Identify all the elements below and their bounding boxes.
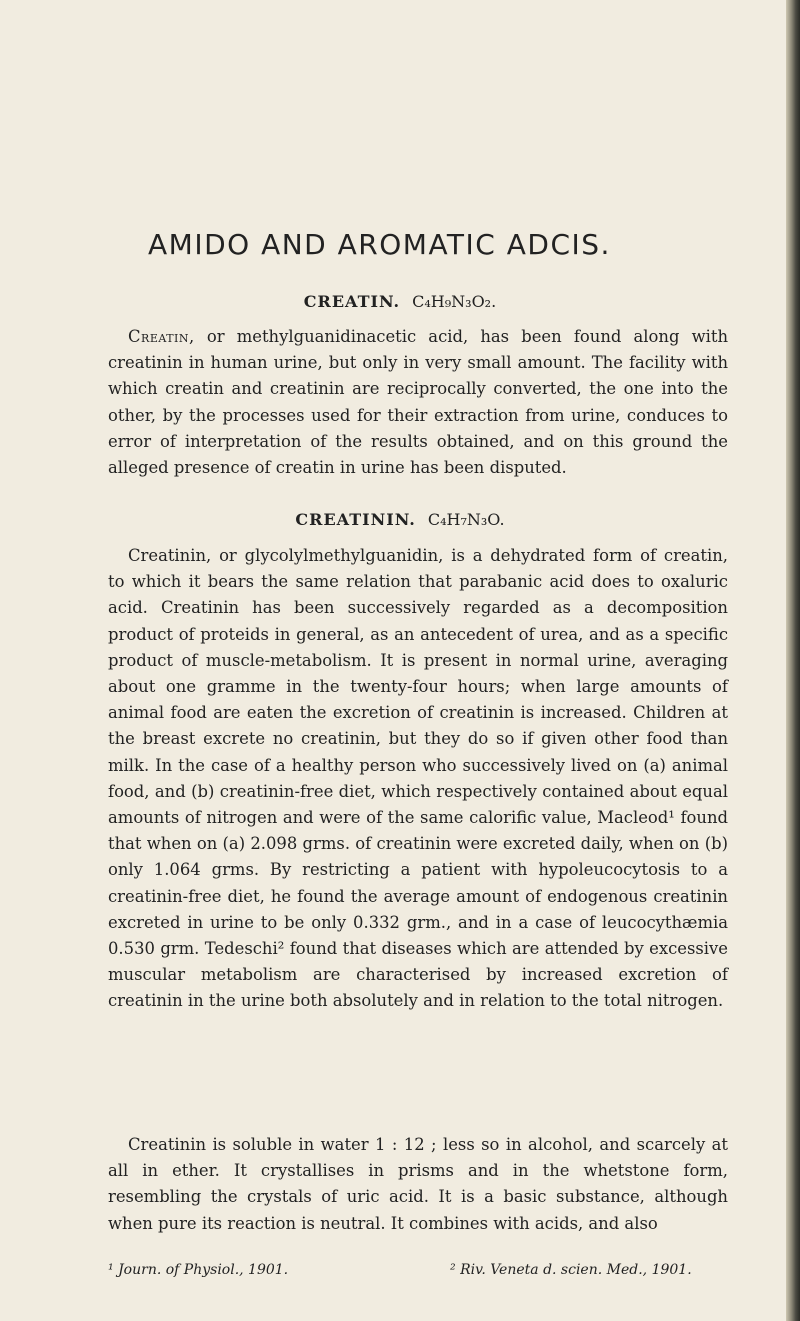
creatin-subheading — [40, 292, 760, 311]
creatin-paragraph — [108, 324, 728, 481]
footnote-1: ¹ Journ. of Physiol., 1901. — [108, 1262, 289, 1278]
creatinin-subheading — [40, 510, 760, 529]
creatinin-title: CREATININ. — [295, 510, 416, 529]
book-spine-edge — [786, 0, 800, 1321]
creatinin-paragraph-2: Creatinin is soluble in water 1 : 12 ; less so in alcohol, and scarcely at all in ether. It crystallises in prisms and in the whetstone form, resembling the crystals of uric acid. It is a basic substance, although when pure its reaction is neutral. It combines with acids, and also — [108, 1135, 728, 1233]
creatin-title: CREATIN. — [303, 292, 401, 311]
creatinin-formula: C₄H₇N₃O. — [427, 510, 505, 529]
creatinin-paragraph-1: Creatinin, or glycolylmethylguanidin, is a dehydrated form of creatin, to which it bears the same relation that parabanic acid does to oxaluric acid. Creatinin has been successively regarded as a decomposition product of proteids in general, as an antecedent of urea, and as a specific product of muscle-metabolism. It is present in normal urine, averaging about one gramme in the twenty-four hours; when large amounts of animal food are eaten the excretion of creatinin is increased. Children at the breast excrete no creatinin, but they do so if given other food than milk. In the case of a healthy person who successively lived on (a) animal food, and (b) creatinin-free diet, which respectively contained about equal amounts of nitrogen and were of the same calorific value, Macleod¹ found that when on (a) 2.098 grms. of creatinin were excreted daily, when on (b) only 1.064 grms. By restricting a patient with hypoleucocytosis to a creatinin-free diet, he found the average amount of endogenous creatinin excreted in urine to be only 0.332 grm., and in a case of leucocythæmia 0.530 grm. Tedeschi² found that diseases which are attended by excessive muscular metabolism are characterised by increased excretion of creatinin in the urine both absolutely and in relation to the total nitrogen. — [108, 546, 728, 1011]
creatin-formula: C₄H₉N₃O₂. — [412, 292, 497, 311]
footnote-2: ² Riv. Veneta d. scien. Med., 1901. — [450, 1262, 692, 1278]
creatin-text: or methylguanidinacetic acid, has been found along with creatinin in human urine, but only in very small amount. The facility with which creatin and creatinin are reciprocally converted, the one into the other, by the processes used for their extraction from urine, conduces to error of interpretation of the results obtained, and on this ground the alleged presence of creatin in urine has been disputed. — [108, 327, 728, 478]
footnotes — [108, 1262, 728, 1278]
creatin-lead-word: Creatin, — [128, 327, 195, 346]
page-heading: AMIDO AND AROMATIC ADCIS. — [148, 228, 611, 261]
